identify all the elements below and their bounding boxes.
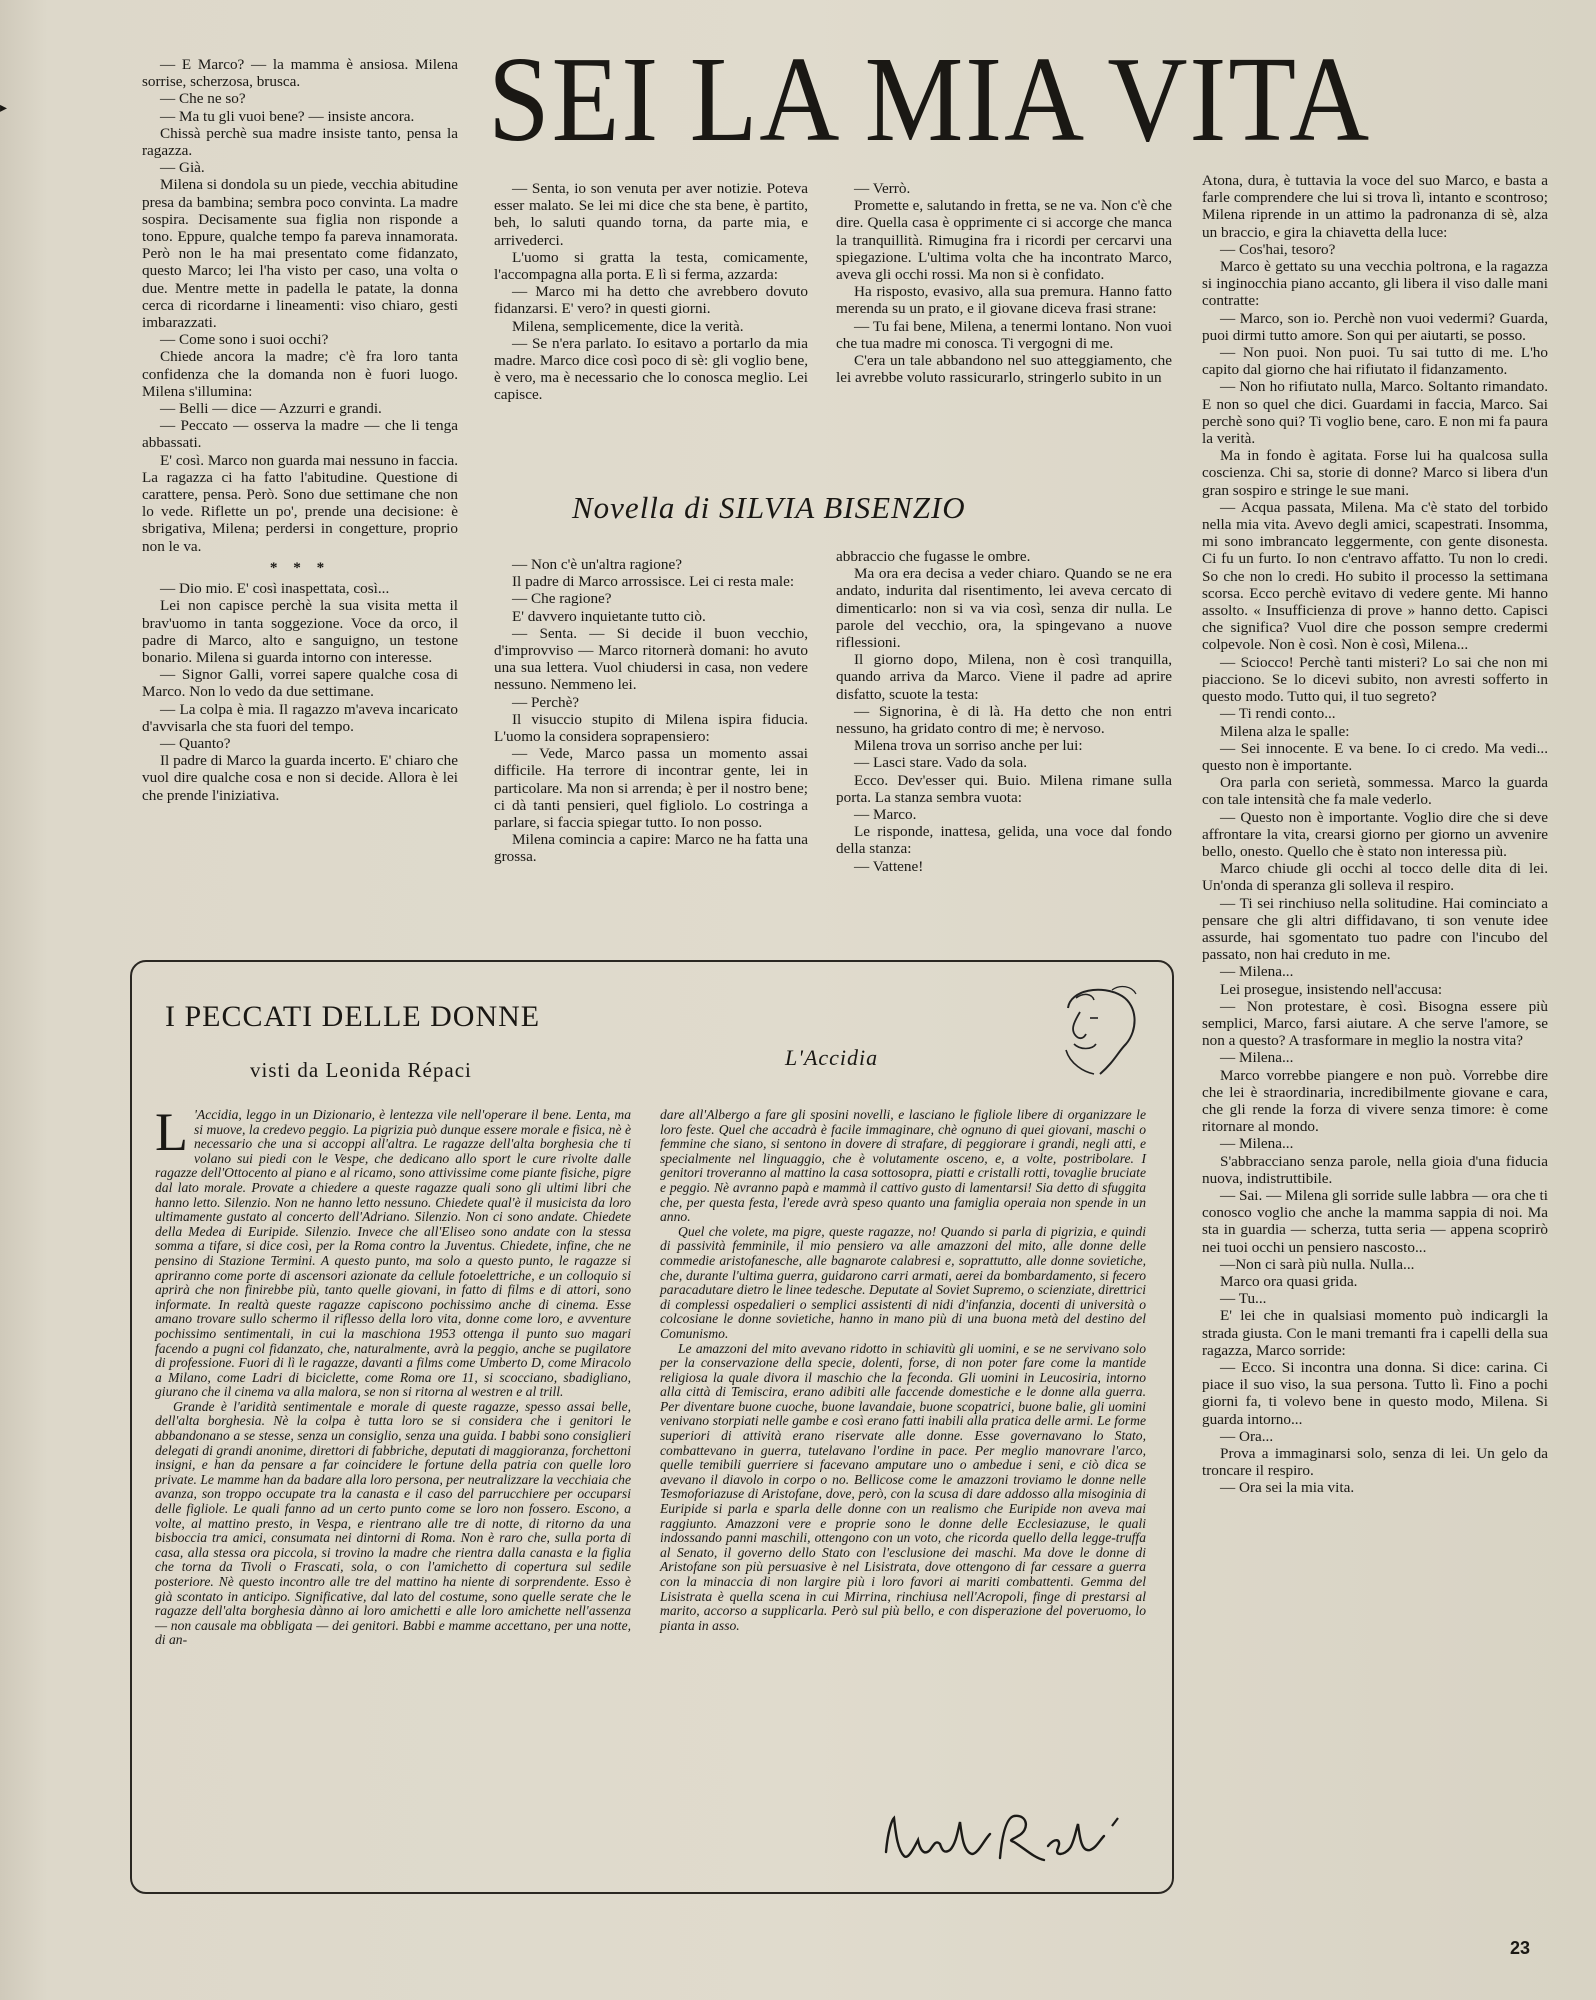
paragraph: — Vede, Marco passa un momento assai difficile. Ha terrore di incontrar gente, lei in particolare. Ma non si arrenda; è per il nostro bene; ci dà tanti pensieri, quel figliolo. Lo costringa a parlare, si faccia spiegar tutto. Io non posso. <box>494 745 808 832</box>
paragraph: — Lasci stare. Vado da sola. <box>854 754 1028 772</box>
paragraph <box>155 1102 631 1400</box>
story-column-2-top <box>494 180 808 404</box>
paragraph: Marco è gettato su una vecchia poltrona, e la ragazza si inginocchia piano accanto, gli libera il viso dalle mani contratte: <box>1202 258 1548 310</box>
paragraph: — Sciocco! Perchè tanti misteri? Lo sai che non mi piacciono. Se lo dicevi subito, non avresti sofferto in questo modo. Tutto qui, il tuo segreto? <box>1202 653 1548 706</box>
essay-column-1 <box>155 1102 631 1648</box>
paragraph: Marco vorrebbe piangere e non può. Vorrebbe dire che lei è straordinaria, incredibilmente giovane e cara, che gli rende la forza di vivere senza timore: è come ritornare al mondo. <box>1202 1066 1548 1136</box>
paragraph: — Perchè? <box>512 693 580 711</box>
paragraph: — Se n'era parlato. Io esitavo a portarlo da mia madre. Marco dice così poco di sè: gli voglio bene, è vero, ma è necessario che lo conosca meglio. Lei capisce. <box>494 334 808 404</box>
paragraph: abbraccio che fugasse le ombre. <box>836 548 1031 565</box>
paragraph: — Tu fai bene, Milena, a tenermi lontano. Non vuoi che tua madre mi conosca. Ti vergogni di me. <box>836 317 1172 352</box>
paragraph: — Milena... <box>1220 1049 1294 1067</box>
paragraph: Lei non capisce perchè la sua visita metta il brav'uomo in tanta soggezione. Voce da orco, il padre di Marco, alto e sanguigno, un testone bonario. Milena si guarda intorno con interesse. <box>142 597 458 666</box>
paragraph: Quel che volete, ma pigre, queste ragazze, no! Quando si parla di pigrizia, e quindi di passività femminile, il mio pensiero va alle amazzoni del mito, alle donne delle commedie aristofanesche, alle bagnarote calabresi e, soprattutto, alle donne sovietiche, che, durante l'ultima guerra, guidarono carri armati, aerei da bombardamento, si fecero paracadutare dietro le linee tedesche. Deputate al Soviet Supremo, o scienziate, direttrici di complessi ospedalieri o semplici assistenti di nidi d'infanzia, docenti di università o colcosiane le donne sovietiche, hanno in mano più di una buona metà del destino del Comunismo. <box>660 1223 1146 1341</box>
paragraph: — Dio mio. E' così inaspettata, così... <box>160 580 390 598</box>
paragraph: Il padre di Marco arrossisce. Lei ci resta male: <box>512 573 795 591</box>
paragraph: — Ti rendi conto... <box>1220 705 1336 723</box>
paragraph: Atona, dura, è tuttavia la voce del suo Marco, e basta a farle comprendere che lui si trova lì, intanto e scontroso; Milena riprende in un attimo la padronanza di sè, alza un braccio, e gira la chiavetta della luce: <box>1202 172 1548 241</box>
paragraph: dare all'Albergo a fare gli sposini novelli, e lasciano le figliole libere di organizzare le loro feste. Quel che accadrà è facile immaginare, chè ognuno di quei giovani, maschi o femmine che siano, si sentono in dovere di strafare, di peggiorare i grandi, negli atti, e specialmente nel linguaggio, che è volutamente osceno, e, a volte, postribolare. I genitori troveranno al mattino la casa sottosopra, piatti e cristalli rotti, tovaglie bruciate e peggio. Nè avranno papà e mammà il cattivo gusto di lamentarsi! Sia detto di sfuggita che, per questa festa, l'erede avrà speso quanto una famiglia operaia non spende in un anno. <box>660 1107 1146 1225</box>
paragraph: Le amazzoni del mito avevano ridotto in schiavitù gli uomini, e se ne servivano solo per la conservazione della specie, dolenti, forse, di non poter fare come la mantide religiosa la quale divora il maschio che la feconda. Gli uomini in Leucosiria, intorno alla città di Temiscira, erano adibiti alle faccende domestiche e le donne alla guerra. Per diventare buone cuoche, buone lavandaie, buone scopatrici, buone balie, gli uomini venivano storpiati nelle gambe e così erano fatti inabili alla pratica delle armi. Le forme superiori di attività erano riservate alle donne. Esse governavano lo Stato, combattevano in guerra, tutelavano l'ordine in pace. Per meglio manovrare l'arco, quelle temibili guerriere si facevano amputare uno o ambedue i seni, e ciò dica se avevano il diavolo in corpo o no. Bellicose come le amazzoni troviamo le donne nelle Tesmoforiazuse di Aristofane, dove, però, con la scusa di dare addosso alla misoginia di Euripide si parla e sparla delle donne con un realismo che Euripide non aveva mai raggiunto. Amazzoni vere e proprie sono le donne delle Ecclesiazuse, le quali indossando panni maschili, ottengono con un voto, che ricorda quello della legge-truffa al Senato, il governo dello Stato con l'esclusione dei maschi. Ma dove le donne di Aristofane son più persuasive è nel Lisistrata, dove ottengono di far cessare a guerra con la minaccia di non largire più i loro favori ai mariti combattenti. Gemma del Lisistrata è quella scena in cui Mirrina, rinchiusa nell'Acropoli, finge di prestarsi al marito, accorso a supplicarla. Però sul più bello, e con disperazione del poveruomo, lo pianta in asso. <box>660 1340 1146 1633</box>
paragraph: — Ecco. Si incontra una donna. Si dice: carina. Ci piace il suo viso, la sua persona. Tutto lì. Fino a pochi giorni fa, ti volevo bene in questo modo, Milena. Si guarda intorno... <box>1202 1359 1548 1428</box>
paragraph: — E Marco? — la mamma è ansiosa. Milena sorrise, scherzosa, brusca. <box>142 56 458 91</box>
page-number: 23 <box>1510 1938 1531 1958</box>
paragraph: — Signor Galli, vorrei sapere qualche cosa di Marco. Non lo vedo da due settimane. <box>142 666 458 701</box>
paragraph: E' lei che in qualsiasi momento può indicargli la strada giusta. Con le mani tremanti fra i capelli della sua ragazza, Marco sorride: <box>1202 1307 1548 1359</box>
paragraph: L'uomo si gratta la testa, comicamente, l'accompagna alla porta. E lì si ferma, azzarda: <box>494 248 808 284</box>
paragraph: Ha risposto, evasivo, alla sua premura. Hanno fatto merenda su un prato, e il giovane diceva frasi strane: <box>836 283 1172 318</box>
paragraph: — Non c'è un'altra ragione? <box>512 556 682 573</box>
paragraph: Il padre di Marco la guarda incerto. E' chiaro che vuol dire qualche cosa e non si decide. Allora è lei che prende l'iniziativa. <box>142 752 458 804</box>
paragraph: Ma ora era decisa a veder chiaro. Quando se ne era andato, indurita dal risentimento, lei aveva cercato di dimenticarlo: non si va via così, senza dir nulla. Le parole del vecchio, ora, la spingevano a nuove riflessioni. <box>836 565 1172 652</box>
story-byline: Novella di SILVIA BISENZIO <box>572 490 966 525</box>
paragraph: — Milena... <box>1220 1135 1294 1153</box>
paragraph: — Questo non è importante. Voglio dire che si deve affrontare la vita, crearsi giorno per giorno un avvenire bello, onesto. Quello che è stato non interessa più. <box>1202 808 1548 860</box>
story-column-3-bottom <box>836 548 1172 875</box>
paragraph: —Non ci sarà più nulla. Nulla... <box>1220 1255 1415 1273</box>
paragraph: — Quanto? <box>160 734 231 752</box>
paragraph: Milena trova un sorriso anche per lui: <box>854 737 1083 755</box>
paragraph: — Come sono i suoi occhi? <box>160 331 329 349</box>
paragraph: — Cos'hai, tesoro? <box>1220 240 1336 258</box>
paragraph: — Ma tu gli vuoi bene? — insiste ancora. <box>160 107 415 125</box>
paragraph: — Sai. — Milena gli sorride sulle labbra — ora che ti conosco voglio che anche la mamma sappia di noi. Ma sta in guardia — scherza, tutta seria — appena scoprirò nei tuoi occhi un pensiero nascosto... <box>1202 1186 1548 1256</box>
paragraph: Milena si dondola su un piede, vecchia abitudine presa da bambina; sembra poco convinta. La madre sospira. Decisamente sua figlia non risponde a tono. Eppure, qualche tempo fa pareva innamorata. Però non le ha mai presentato come fidanzato, questo Marco; lei l'ha visto per caso, una volta o due. Mentre mette in padella le patate, la donna cerca di ricordarne i lineamenti: viso chiaro, gesti imbarazzati. <box>142 176 458 332</box>
paragraph: Promette e, salutando in fretta, se ne va. Non c'è che dire. Quella casa è opprimente ci si accorge che manca la tranquillità. Rimugina fra i ricordi per cercarvi una spiegazione. L'ultima volta che ha incontrato Marco, aveva gli occhi rossi. Ma non si è confidato. <box>836 197 1172 284</box>
paragraph: — Verrò. <box>854 180 911 197</box>
paragraph: Le risponde, inattesa, gelida, una voce dal fondo della stanza: <box>836 823 1172 858</box>
paragraph: Ecco. Dev'esser qui. Buio. Milena rimane sulla porta. La stanza sembra vuota: <box>836 771 1172 806</box>
paragraph: Prova a immaginarsi solo, senza di lei. Un gelo da troncare il respiro. <box>1202 1445 1548 1480</box>
paragraph: Marco chiude gli occhi al tocco delle dita di lei. Un'onda di speranza gli solleva il respiro. <box>1202 860 1548 895</box>
paragraph: — La colpa è mia. Il ragazzo m'aveva incaricato d'avvisarla che sta fuori del tempo. <box>142 700 458 735</box>
box-tagline: L'Accidia <box>785 1045 879 1070</box>
paragraph: — Acqua passata, Milena. Ma c'è stato del torbido nella mia vita. Avevo degli amici, scapestrati. Insomma, mi sono imbrancato leggermente, con gente disonesta. Ci fu un furto. Io non c'entravo affatto. Tu non lo credi. So che non lo credi. Ho subito il processo la settimana scorsa. Ecco perchè evitavo di vedere gente. Mi hanno assolto. « Insufficienza di prove » hanno detto. Capisci che significa? Vuol dire che posson sempre credermi colpevole. Non è così. Non è così, Milena... <box>1202 498 1548 654</box>
paragraph: Lei prosegue, insistendo nell'accusa: <box>1220 980 1443 998</box>
paragraph: — Senta, io son venuta per aver notizie. Poteva esser malato. Se lei mi dice che sta bene, è partito, beh, lo saluti quando torna, da parte mia, e arrivederci. <box>494 180 808 249</box>
story-column-4 <box>1202 172 1548 1497</box>
paragraph-text: 'Accidia, leggo in un Dizionario, è lentezza vile nell'operare il bene. Lenta, ma si muove, la credevo peggio. La pigrizia può dunque essere morale e fisica, nè è necessario che una si accoppi all'altra. Le ragazze dell'alta borghesia che ti volano sui piedi con le Vespe, che dedicano allo sport le cure rivolte dalle ragazze dell'Ottocento al piano e al ricamo, sono attivissime come piante fisiche, pigre dal lato morale. Provate a chiedere a queste ragazze quali sono gli ultimi libri che hanno letto. Silenzio. Non ne hanno letto nessuno. Chiedete qual'è il musicista da loro ultimamente gustato al concerto dell'Adriano. Silenzio. Non ci sono andate. Chiedete della Medea di Euripide. Silenzio. Invece che all'Eliseo sono andate con la stessa somma a tifare, si dice così, per la Roma contro la Juventus. Chiedete, infine, che ne pensino di Stazione Termini. A questo punto, ma solo a questo punto, le ragazze si apriranno come porte di ascensori azionate da cellule fotoelettriche, e un colloquio si aprirà che non finirebbe più, tanto quelle giovani, in fatto di films e di attori, sono informate. In realtà queste ragazze capiscono pochissimo anche di cinema. Esse amano trovare sullo schermo il riflesso della loro vita, donne come loro, e avventure pochissimo sentimentali, in cui la maschiona 1953 ottenga il punto suo magari facendo a pugni col fidanzato, che, naturalmente, avrà la peggio, anche se pugilatore di professione. Fuori di lì le ragazze, davanti a films come Umberto D, come Miracolo a Milano, come Ladri di biciclette, come Roma ore 11, si scocciano, sbadigliano, giurano che il cinema va alla malora, se non si ritorna al westren e al trill. <box>155 1107 631 1400</box>
story-column-3-top <box>836 180 1172 386</box>
paragraph: — Non ho rifiutato nulla, Marco. Soltanto rimandato. E non so quel che dici. Guardami in faccia, Marco. Sai perchè sono qui? Ti voglio bene, caro. E non mi fa paura la verità. <box>1202 378 1548 448</box>
paragraph: C'era un tale abbandono nel suo atteggiamento, che lei avrebbe voluto rassicurarlo, stringerlo subito in un <box>836 352 1172 387</box>
paragraph: — Milena... <box>1220 963 1294 981</box>
paragraph: — Ora sei la mia vita. <box>1220 1479 1355 1497</box>
paragraph: Milena comincia a capire: Marco ne ha fatta una grossa. <box>494 831 808 866</box>
paragraph: — Già. <box>160 159 205 177</box>
paragraph: — Sei innocente. E va bene. Io ci credo. Ma vedi... questo non è importante. <box>1202 739 1548 774</box>
paragraph: Milena, semplicemente, dice la verità. <box>512 317 744 335</box>
paragraph: Marco ora quasi grida. <box>1220 1273 1358 1290</box>
paragraph: — Peccato — osserva la madre — che li tenga abbassati. <box>142 417 458 452</box>
paragraph: — Signorina, è di là. Ha detto che non entri nessuno, ha gridato contro di me; è nervoso. <box>836 702 1172 738</box>
story-title: SEI LA MIA VITA <box>488 32 1371 167</box>
drop-cap: L <box>155 1102 188 1162</box>
paragraph: Ora parla con serietà, sommessa. Marco la guarda con tale intensità che fa male vederlo. <box>1202 774 1548 809</box>
margin-mark: ▸ <box>0 100 8 116</box>
paragraph: — Marco, son io. Perchè non vuoi vedermi? Guarda, puoi dirmi tutto amore. Son qui per aiutarti, se posso. <box>1202 309 1548 344</box>
paragraph: Milena alza le spalle: <box>1220 722 1350 740</box>
paragraph: — Ti sei rinchiuso nella solitudine. Hai cominciato a pensare che gli altri diffidavano, ti son venute idee assurde, hai sgomentato tuo padre con l'incubo del passato, non hai creduto in me. <box>1202 894 1548 964</box>
paragraph: — Marco. <box>854 806 917 824</box>
paragraph: Ma in fondo è agitata. Forse lui ha qualcosa sulla coscienza. Chi sa, storie di donne? Marco si libera d'un gran sospiro e stringe le sue mani. <box>1202 447 1548 499</box>
paragraph: — Non protestare, è così. Bisogna essere più semplici, Marco, farsi aiutare. A che serve l'amore, se non a questo? A trasformare in meglio la nostra vita? <box>1202 997 1548 1050</box>
paragraph: — Non puoi. Non puoi. Tu sai tutto di me. L'ho capito dal giorno che hai rifiutato il fidanzamento. <box>1202 344 1548 379</box>
box-title: I PECCATI DELLE DONNE <box>165 1000 541 1033</box>
essay-column-2 <box>660 1108 1146 1633</box>
paragraph: — Ora... <box>1220 1427 1274 1445</box>
paragraph: S'abbracciano senza parole, nella gioia d'una fiducia nuova, indistruttibile. <box>1202 1152 1548 1187</box>
paragraph: Chissà perchè sua madre insiste tanto, pensa la ragazza. <box>142 124 458 160</box>
author-signature <box>878 1800 1158 1880</box>
paragraph: — Tu... <box>1220 1290 1267 1308</box>
paragraph: E' davvero inquietante tutto ciò. <box>512 607 706 625</box>
paragraph: — Senta. — Si decide il buon vecchio, d'improvviso — Marco ritornerà domani: ho avuto una sua lettera. Vuol chiudersi in casa, non vedere nessuno. Nemmeno lei. <box>494 624 808 694</box>
box-subtitle: visti da Leonida Répaci <box>250 1058 472 1082</box>
paragraph: Il giorno dopo, Milena, non è così tranquilla, quando arriva da Marco. Viene il padre ad aprire disfatto, scuote la testa: <box>836 651 1172 703</box>
story-column-1 <box>142 56 458 804</box>
paragraph: * * * <box>269 558 331 576</box>
paragraph: — Che ragione? <box>512 590 612 608</box>
paragraph: — Vattene! <box>854 857 924 875</box>
paragraph: — Belli — dice — Azzurri e grandi. <box>160 400 382 418</box>
paragraph: Grande è l'aridità sentimentale e morale di queste ragazze, spesso assai belle, dell'alta borghesia. Nè la colpa è tutta loro se si considera che i genitori le abbandonano a se stesse, senza un consiglio, senza una guida. I babbi sono consiglieri delegati di grandi anonime, direttori di fabbriche, deputati di maggioranza, forchettoni insigni, e han da pensare a far coincidere le fortune della patria con quelle loro private. Le mamme han da badare alla loro persona, per neutralizzare la vecchiaia che avanza, son troppo occupate tra la canasta e il caso del parrucchiere per occuparsi delle figliole. Le quali fanno ad un certo punto come se loro non fossero. Escono, a volte, al mattino presto, in Vespa, e rientrano alle tre di notte, di ritorno da una bisboccia tra amici, consumata nei dintorni di Roma. Non è raro che, sulla porta di casa, alla stessa ora piccola, si trovino la madre che rientra dalla canasta e la figlia che torna da Tivoli o Frascati, sola, o con l'amichetto di copertura sul sedile posteriore. Nè questo incontro alle tre del mattino ha niente di sorprendente. Esso è già scontato in anticipo. Significative, dal lato del costume, sono quelle serate che le ragazze dell'alta borghesia dànno ai loro amichetti e alle loro amichette nell'assenza — non causale ma obbligata — dei genitori. Babbi e mamme accettano, per una notte, di an- <box>155 1398 631 1648</box>
portrait-sketch-icon <box>1040 978 1150 1088</box>
paragraph: E' così. Marco non guarda mai nessuno in faccia. La ragazza ci ha fatto l'abitudine. Questione di carattere, pensa. Però. Sono due settimane che non lo vede. Riflette un po', prende una decisione: è sbrigativa, Milena; perdersi in congetture, proprio non le va. <box>142 451 458 555</box>
story-column-2-bottom <box>494 556 808 866</box>
paragraph: Chiede ancora la madre; c'è fra loro tanta confidenza che la domanda non è fuori luogo. Milena s'illumina: <box>142 348 458 400</box>
paragraph: — Che ne so? <box>160 90 246 108</box>
paragraph: Il visuccio stupito di Milena ispira fiducia. L'uomo la considera soprapensiero: <box>494 710 808 746</box>
paragraph: — Marco mi ha detto che avrebbero dovuto fidanzarsi. E' vero? in questi giorni. <box>494 283 808 318</box>
